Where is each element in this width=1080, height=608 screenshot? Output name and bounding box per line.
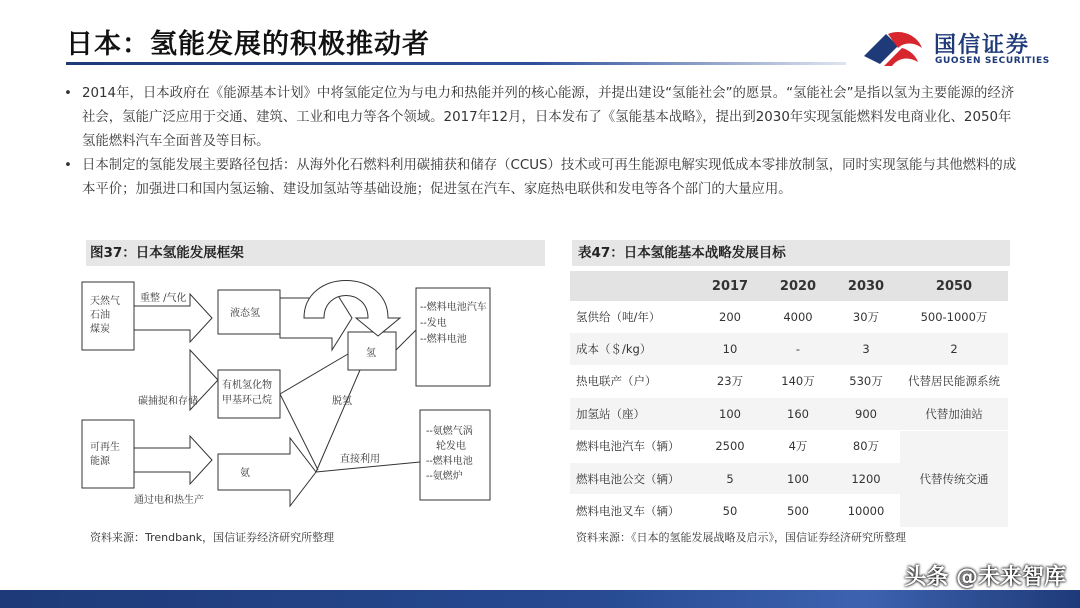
table-cell: 10 [696,333,764,365]
table-cell: 500 [764,495,832,527]
use-box-b [420,410,490,500]
label-organic2: 甲基环己烷 [222,395,272,406]
table-cell: 热电联产（户） [570,365,696,397]
label-liquid-h2: 液态氢 [230,308,260,319]
figure-source: 资料来源：Trendbank，国信证券经济研究所整理 [90,531,335,544]
label-use-b3: --燃料电池 [426,456,473,467]
table-cell: 200 [696,301,764,333]
table-cell: 燃料电池叉车（辆） [570,495,696,527]
label-use-b2: 轮发电 [436,441,466,452]
table-cell: 80万 [832,430,900,462]
table-cell: 5 [696,462,764,494]
table-cell: 2500 [696,430,764,462]
label-use-b4: --氨燃炉 [426,471,463,482]
table-cell: 燃料电池汽车（辆） [570,430,696,462]
table-cell: 加氢站（座） [570,398,696,430]
watermark: 头条 @未来智库 [904,565,1066,590]
table-cell: 燃料电池公交（辆） [570,462,696,494]
logo-text-en: GUOSEN SECURITIES [935,56,1050,66]
organic-to-h2-line [280,354,348,394]
label-hydrogen: 氢 [366,348,376,359]
table-cell: 氢供给（吨/年） [570,301,696,333]
table-header-cell: 2030 [832,271,900,301]
label-ccs: 碳捕捉和存储 [138,396,198,407]
table-cell: 23万 [696,365,764,397]
table-cell: 140万 [764,365,832,397]
table-cell: 50 [696,495,764,527]
bullet-item: • 2014年，日本政府在《能源基本计划》中将氢能定位为与电力和热能并列的核心能源，并提出建设“氢能社会”的愿景。“氢能社会”是指以氢为主要能源的经济社会，氢能广泛应用于交通、建筑、工业和电力等各个领域。2017年12月，日本发布了《氢能基本战略》，提出到2030年实现氢能燃料发电商业化、2050年氢能燃料汽车全面普及等目标。 [64,82,1024,154]
table-row [570,430,1008,462]
table-cell-merged: 代替传统交通 [900,430,1008,527]
table-cell: 1200 [832,462,900,494]
label-fossil2: 石油 [90,310,110,321]
logo-text-cn: 国信证券 [934,33,1031,58]
label-use-a3: --燃料电池 [420,334,467,345]
power-arrow [134,436,212,484]
table-cell: 4万 [764,430,832,462]
label-use-a1: --燃料电池汽车 [420,302,487,313]
organic-hydride-box [218,370,280,418]
label-power: 通过电和热生产 [134,495,204,506]
label-dehydro: 脱氢 [332,396,352,407]
table-cell: 成本（＄/kg） [570,333,696,365]
page-title: 日本：氢能发展的积极推动者 [66,29,430,60]
figure-title: 图37：日本氢能发展框架 [86,240,545,266]
table-cell: 100 [696,398,764,430]
table-header-cell: 2017 [696,271,764,301]
hydrogen-framework-diagram [70,270,540,520]
table-header-cell: 2020 [764,271,832,301]
label-fossil1: 天然气 [90,296,120,307]
label-renew2: 能源 [90,456,110,467]
label-fossil3: 煤炭 [90,324,110,335]
table-cell: 100 [764,462,832,494]
table-cell: 代替居民能源系统 [900,365,1008,397]
table-row [570,398,1008,430]
table-header-cell: 2050 [900,271,1008,301]
guosen-logo [858,26,1058,70]
table-cell: 530万 [832,365,900,397]
label-reform: 重整 /气化 [140,293,187,304]
label-use-b1: --氨燃气涡 [426,426,473,437]
table-header-cell [570,271,696,301]
title-divider [66,62,846,65]
table-cell: 3 [832,333,900,365]
table-cell: - [764,333,832,365]
label-organic1: 有机氢化物 [222,380,272,391]
table-source: 资料来源：《日本的氢能发展战略及启示》，国信证券经济研究所整理 [576,531,906,544]
guosen-logo-icon [858,26,928,70]
table-cell: 代替加油站 [900,398,1008,430]
label-renew1: 可再生 [90,442,120,453]
table-title: 表47：日本氢能基本战略发展目标 [572,240,1010,266]
ammonia-arrow [218,438,316,506]
goals-table [570,271,1008,528]
table-cell: 500-1000万 [900,301,1008,333]
table-header-row [570,271,1008,301]
footer-bar [0,590,1080,608]
bullet-list [64,82,1024,202]
bullet-item: • 日本制定的氢能发展主要路径包括：从海外化石燃料利用碳捕获和储存（CCUS）技术或可再生能源电解实现低成本零排放制氢，同时实现氢能与其他燃料的成本平价；加强进口和国内氢运输、建设加氢站等基础设施；促进氢在汽车、家庭热电联供和发电等各个部门的大量应用。 [64,154,1024,202]
label-use-a2: --发电 [420,318,447,329]
table-cell: 4000 [764,301,832,333]
table-row [570,365,1008,397]
table-cell: 10000 [832,495,900,527]
table-cell: 30万 [832,301,900,333]
table-cell: 2 [900,333,1008,365]
h2-to-use-line [396,330,416,350]
table-row [570,301,1008,333]
renewable-box [82,420,134,488]
table-cell: 900 [832,398,900,430]
table-cell: 160 [764,398,832,430]
label-direct: 直接利用 [340,454,380,465]
table-row [570,333,1008,365]
label-ammonia: 氨 [240,468,250,479]
